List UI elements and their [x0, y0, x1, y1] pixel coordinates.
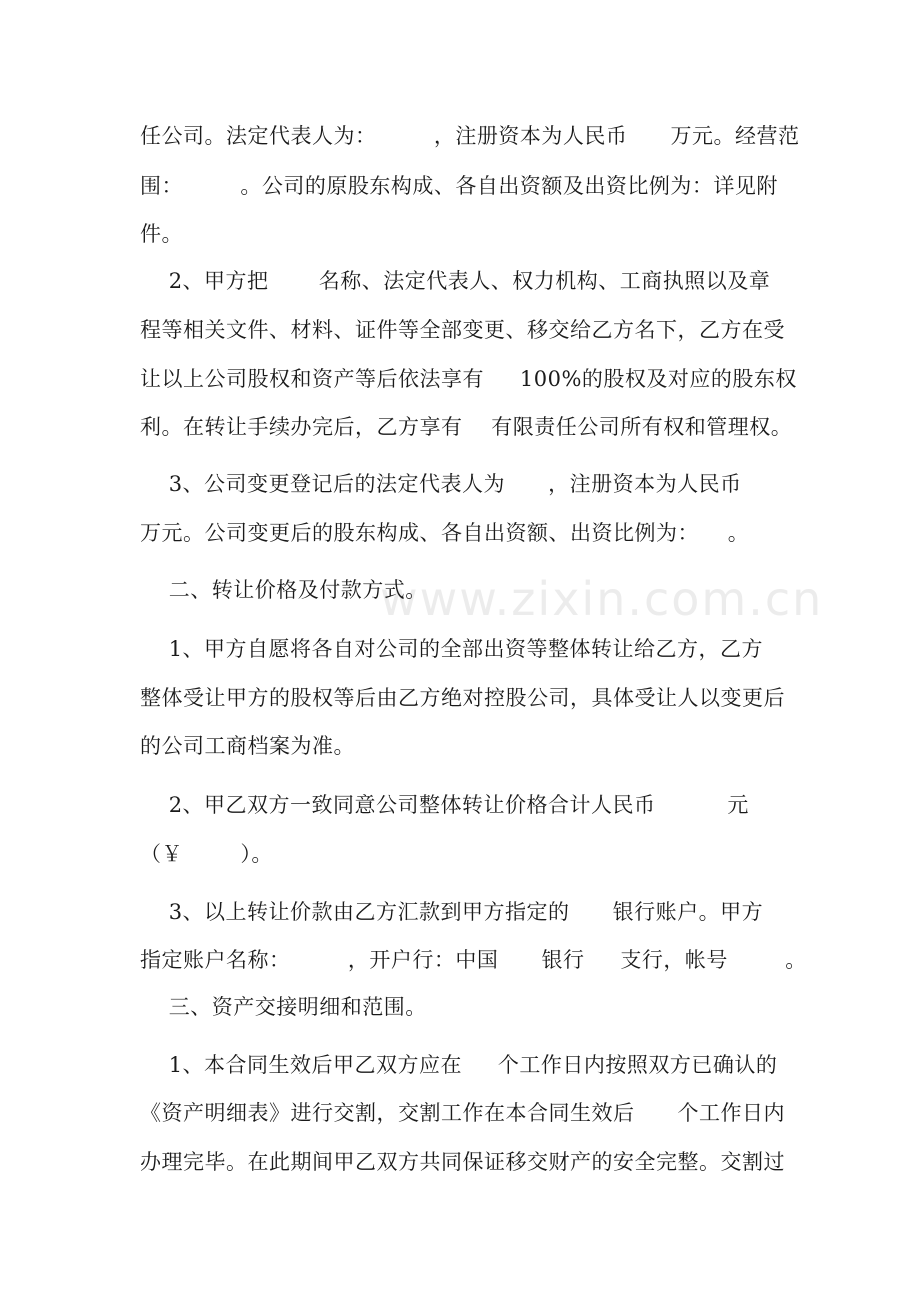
text-line: 任公司。法定代表人为： ，注册资本为人民币 万元。经营范	[140, 124, 800, 148]
text-line: 指定账户名称： ，开户行：中国 银行 支行，帐号 。	[140, 948, 807, 972]
section-heading: 三、资产交接明细和范围。	[140, 995, 427, 1019]
text-line: 办理完毕。在此期间甲乙双方共同保证移交财产的安全完整。交割过	[140, 1150, 785, 1174]
text-line: 的公司工商档案为准。	[140, 734, 355, 758]
text-line: （￥ ）。	[140, 842, 273, 866]
text-line: 让以上公司股权和资产等后依法享有 100%的股权及对应的股东权	[140, 367, 797, 391]
text-line: 件。	[140, 222, 183, 246]
watermark: www.zixin.com.cn	[380, 572, 824, 626]
section-heading: 二、转让价格及付款方式。	[140, 578, 427, 602]
text-line: 程等相关文件、材料、证件等全部变更、移交给乙方名下，乙方在受	[140, 318, 785, 342]
text-line: 万元。公司变更后的股东构成、各自出资额、出资比例为： 。	[140, 521, 750, 545]
text-line: 3、以上转让价款由乙方汇款到甲方指定的 银行账户。甲方	[140, 900, 764, 924]
text-line: 3、公司变更登记后的法定代表人为 ，注册资本为人民币	[140, 472, 742, 496]
text-line: 整体受让甲方的股权等后由乙方绝对控股公司，具体受让人以变更后	[140, 686, 785, 710]
text-line: 利。在转让手续办完后，乙方享有 有限责任公司所有权和管理权。	[140, 415, 793, 439]
text-line: 围： 。公司的原股东构成、各自出资额及出资比例为：详见附	[140, 174, 778, 198]
text-line: 2、甲乙双方一致同意公司整体转让价格合计人民币 元	[140, 793, 749, 817]
text-line: 1、本合同生效后甲乙双方应在 个工作日内按照双方已确认的	[140, 1053, 778, 1077]
text-line: 2、甲方把 名称、法定代表人、权力机构、工商执照以及章	[140, 269, 771, 293]
text-line: 《资产明细表》进行交割，交割工作在本合同生效后 个工作日内	[140, 1101, 786, 1125]
text-line: 1、甲方自愿将各自对公司的全部出资等整体转让给乙方，乙方	[140, 637, 764, 661]
